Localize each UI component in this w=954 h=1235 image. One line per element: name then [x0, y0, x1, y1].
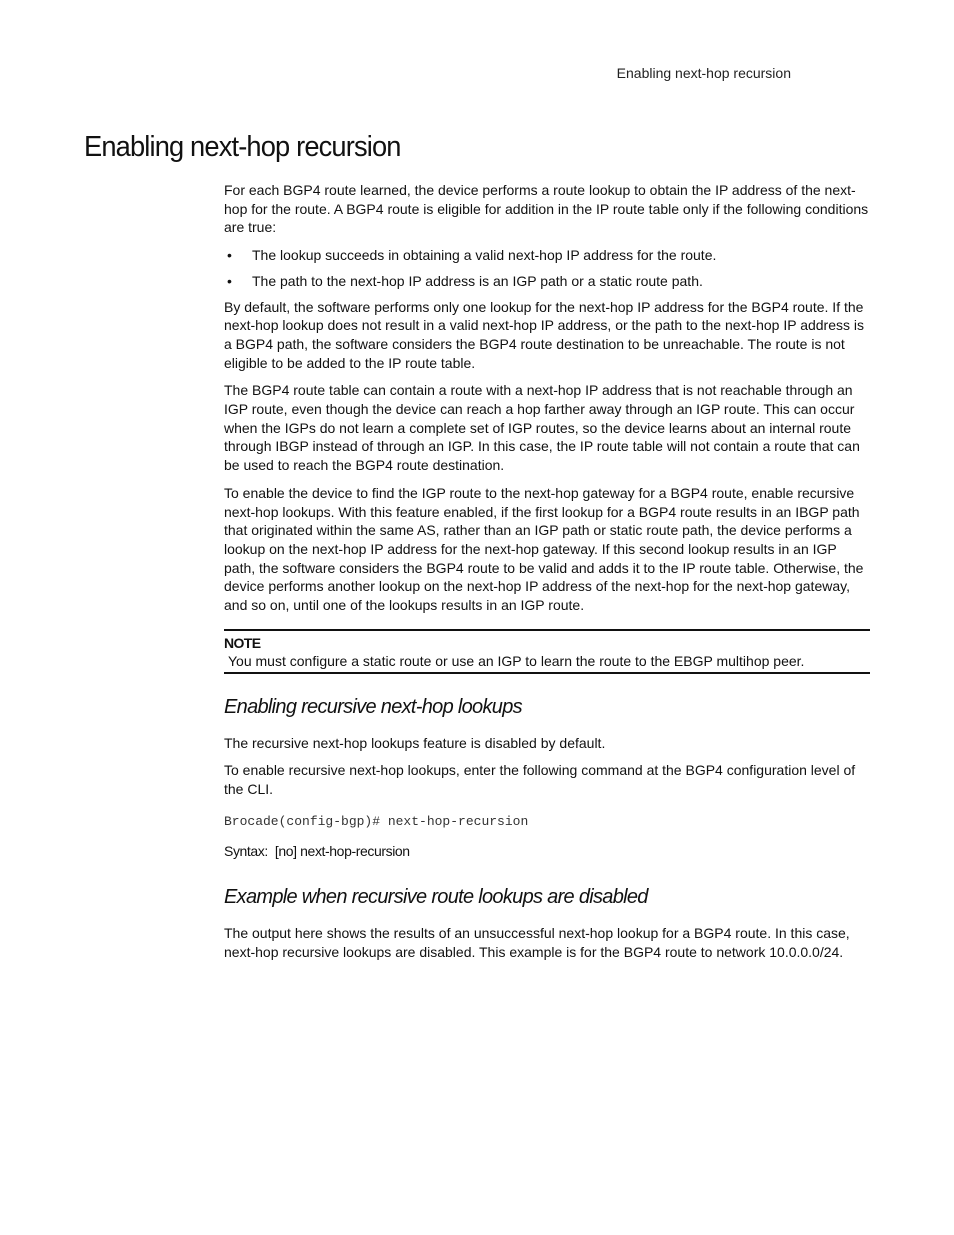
- body-paragraph: By default, the software performs only one lookup for the next-hop IP address for the BGP4 route. If the next-hop lookup does not result in a valid next-hop IP address, or the path to the next-hop IP address is a BGP4 path, the software considers the BGP4 route destination to be unreachable. The route is not eligible to be added to the IP route table.: [224, 298, 864, 371]
- intro-paragraph: For each BGP4 route learned, the device performs a route lookup to obtain the IP address of the next-hop for the route. A BGP4 route is eligible for addition in the IP route table only if the following conditions are true:: [224, 182, 869, 236]
- list-item: [224, 246, 870, 265]
- list-item-text: The path to the next-hop IP address is an IGP path or a static route path.: [252, 272, 703, 289]
- page-title: Enabling next-hop recursion: [84, 131, 401, 163]
- syntax-bracket-open: [: [274, 842, 279, 859]
- conditions-list: [224, 246, 870, 290]
- body-paragraph: To enable recursive next-hop lookups, enter the following command at the BGP4 configuration level of the CLI.: [224, 762, 856, 798]
- syntax-line: [224, 842, 870, 861]
- list-item-text: The lookup succeeds in obtaining a valid next-hop IP address for the route.: [252, 247, 717, 264]
- syntax-label: Syntax:: [224, 842, 268, 859]
- note-label: NOTE: [224, 634, 261, 651]
- bullet-icon: •: [227, 247, 232, 264]
- note-text: You must configure a static route or use an IGP to learn the route to the EBGP multihop peer.: [228, 652, 805, 669]
- running-header: Enabling next-hop recursion: [616, 65, 791, 81]
- body-paragraph: The recursive next-hop lookups feature is disabled by default.: [224, 734, 606, 751]
- syntax-command: next-hop-recursion: [300, 842, 410, 859]
- note-box: [224, 629, 870, 674]
- list-item: [224, 272, 870, 291]
- syntax-bracket-close: ]: [293, 842, 297, 859]
- bullet-icon: •: [227, 272, 232, 289]
- section-heading: Example when recursive route lookups are disabled: [224, 886, 648, 909]
- body-paragraph: The BGP4 route table can contain a route with a next-hop IP address that is not reachable through an IGP route, even though the device can reach a hop farther away through an IGP route. This can occur when the IGPs do not learn a complete set of IGP routes, so the device learns about an internal route through IBGP instead of through an IGP. In this case, the IP route table will not contain a route that can be used to reach the BGP4 route destination.: [224, 382, 860, 474]
- syntax-keyword-no: no: [278, 842, 294, 859]
- body-paragraph: To enable the device to find the IGP route to the next-hop gateway for a BGP4 route, enable recursive next-hop lookups. With this feature enabled, if the first lookup for a BGP4 route results in an IBGP path that originated within the same AS, rather than an IGP path or static route path, the device performs a lookup on the next-hop IP address for the next-hop gateway. If this second lookup results in an IGP path, the software considers the BGP4 route to be valid and adds it to the IP route table. Otherwise, the device performs another lookup on the next-hop IP address of the next-hop for the next-hop gateway, and so on, until one of the lookups results in an IGP route.: [224, 484, 864, 614]
- body-paragraph: The output here shows the results of an unsuccessful next-hop lookup for a BGP4 route. In this case, next-hop recursive lookups are disabled. This example is for the BGP4 route to network 10.0.0.0/24.: [224, 925, 850, 960]
- document-body: [224, 181, 870, 971]
- code-example: Brocade(config-bgp)# next-hop-recursion: [224, 813, 529, 829]
- section-heading: Enabling recursive next-hop lookups: [224, 695, 522, 718]
